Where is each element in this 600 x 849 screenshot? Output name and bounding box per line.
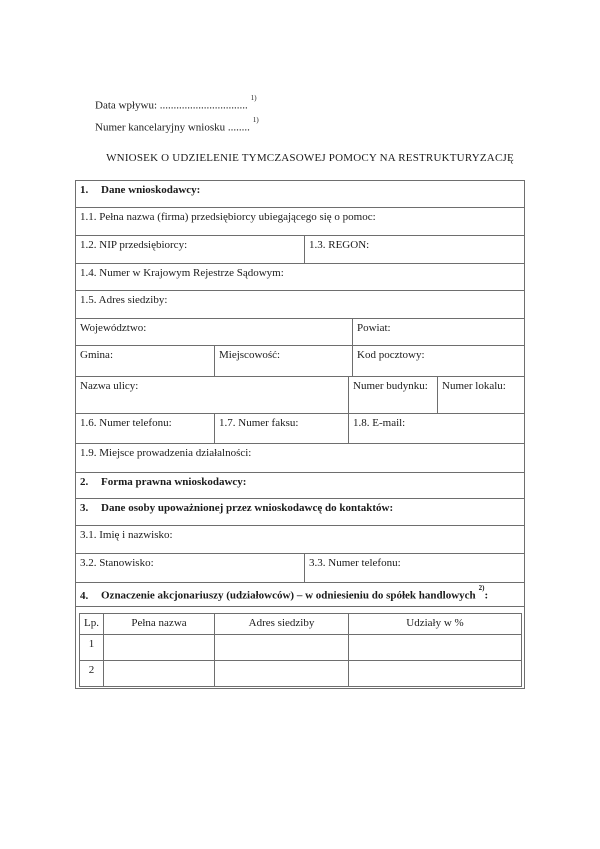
row-1-full-name-cell	[103, 635, 214, 660]
section-2-title: Forma prawna wnioskodawcy:	[101, 476, 247, 488]
application-form-table	[75, 180, 525, 689]
section-4-title: Oznaczenie akcjonariuszy (udziałowców) – w odniesieniu do spółek handlowych	[101, 589, 476, 602]
row-1-lp: 1	[88, 638, 95, 650]
field-1-1-row	[76, 208, 524, 236]
section-1-row	[76, 181, 524, 208]
section-2-number: 2.	[80, 476, 89, 488]
section-2-row	[76, 473, 524, 499]
field-1-6-label: 1.6. Numer telefonu:	[80, 417, 172, 429]
field-1-9-row	[76, 444, 524, 473]
field-1-2-1-3-row	[76, 236, 524, 264]
registration-block	[95, 93, 259, 136]
col-header-shares: Udziały w %	[348, 614, 521, 634]
field-3-3-label: 3.3. Numer telefonu:	[304, 554, 524, 582]
col-header-lp: Lp.	[84, 617, 99, 629]
shareholders-table	[79, 613, 522, 687]
footnote-ref-1: 1)	[250, 94, 257, 102]
row-2-full-name-cell	[103, 661, 214, 686]
postcode-label: Kod pocztowy:	[352, 346, 524, 376]
field-1-4-row	[76, 264, 524, 291]
section-4-row	[76, 583, 524, 607]
row-2-lp: 2	[88, 664, 95, 676]
shareholders-table-container	[76, 607, 524, 688]
field-1-5-label: 1.5. Adres siedziby:	[80, 294, 168, 306]
field-3-2-label: 3.2. Stanowisko:	[80, 557, 154, 569]
row-1-shares-cell	[348, 635, 521, 660]
footnote-ref-1b: 1)	[252, 115, 259, 124]
section-4-header	[76, 583, 524, 606]
section-3-number: 3.	[80, 502, 89, 514]
shareholder-row-2	[80, 661, 521, 686]
footnote-ref-2: 2)	[478, 584, 485, 592]
voivodeship-label: Województwo:	[80, 322, 147, 334]
date-received-label: Data wpływu:	[95, 99, 158, 112]
street-name-label: Nazwa ulicy:	[80, 380, 139, 392]
office-number-label: Numer kancelaryjny wniosku	[95, 121, 226, 134]
section-1-header	[76, 181, 524, 207]
row-2-address-cell	[214, 661, 348, 686]
field-3-1-row	[76, 526, 524, 554]
row-2-shares-cell	[348, 661, 521, 686]
form-title: WNIOSEK O UDZIELENIE TYMCZASOWEJ POMOCY NA RESTRUKTURYZACJĘ	[106, 152, 514, 164]
date-received-line	[95, 93, 259, 115]
field-1-7-label: 1.7. Numer faksu:	[214, 414, 348, 443]
col-header-address: Adres siedziby	[214, 614, 348, 634]
office-number-line	[95, 115, 259, 137]
field-1-8-label: 1.8. E-mail:	[348, 414, 524, 443]
col-header-full-name: Pełna nazwa	[103, 614, 214, 634]
voivodeship-county-row	[76, 319, 524, 346]
shareholders-header-row	[80, 614, 521, 635]
shareholder-row-1	[80, 635, 521, 661]
section-2-header	[76, 473, 524, 498]
field-1-5-row	[76, 291, 524, 319]
street-building-unit-row	[76, 377, 524, 414]
row-1-address-cell	[214, 635, 348, 660]
field-3-2-3-3-row	[76, 554, 524, 583]
county-label: Powiat:	[352, 319, 524, 345]
town-label: Miejscowość:	[214, 346, 352, 376]
section-4-number: 4.	[80, 589, 89, 602]
section-3-header	[76, 499, 524, 525]
date-received-dots: ................................	[159, 99, 248, 112]
section-1-number: 1.	[80, 184, 89, 196]
office-number-dots: ........	[227, 121, 250, 134]
section-1-title: Dane wnioskodawcy:	[101, 184, 201, 196]
section-3-title: Dane osoby upoważnionej przez wnioskodawcę do kontaktów:	[101, 502, 394, 514]
commune-town-postcode-row	[76, 346, 524, 377]
field-1-9-label: 1.9. Miejsce prowadzenia działalności:	[80, 447, 252, 459]
field-3-1-label: 3.1. Imię i nazwisko:	[80, 529, 173, 541]
field-1-1-label: 1.1. Pełna nazwa (firma) przedsiębiorcy ubiegającego się o pomoc:	[80, 211, 376, 223]
section-4-colon: :	[484, 589, 489, 602]
field-1-3-label: 1.3. REGON:	[304, 236, 524, 263]
building-number-label: Numer budynku:	[348, 377, 437, 413]
field-1-2-label: 1.2. NIP przedsiębiorcy:	[80, 239, 188, 251]
field-1-4-label: 1.4. Numer w Krajowym Rejestrze Sądowym:	[80, 267, 284, 279]
commune-label: Gmina:	[80, 349, 113, 361]
shareholders-table-row	[76, 607, 524, 688]
unit-number-label: Numer lokalu:	[437, 377, 524, 413]
section-3-row	[76, 499, 524, 526]
phone-fax-email-row	[76, 414, 524, 444]
